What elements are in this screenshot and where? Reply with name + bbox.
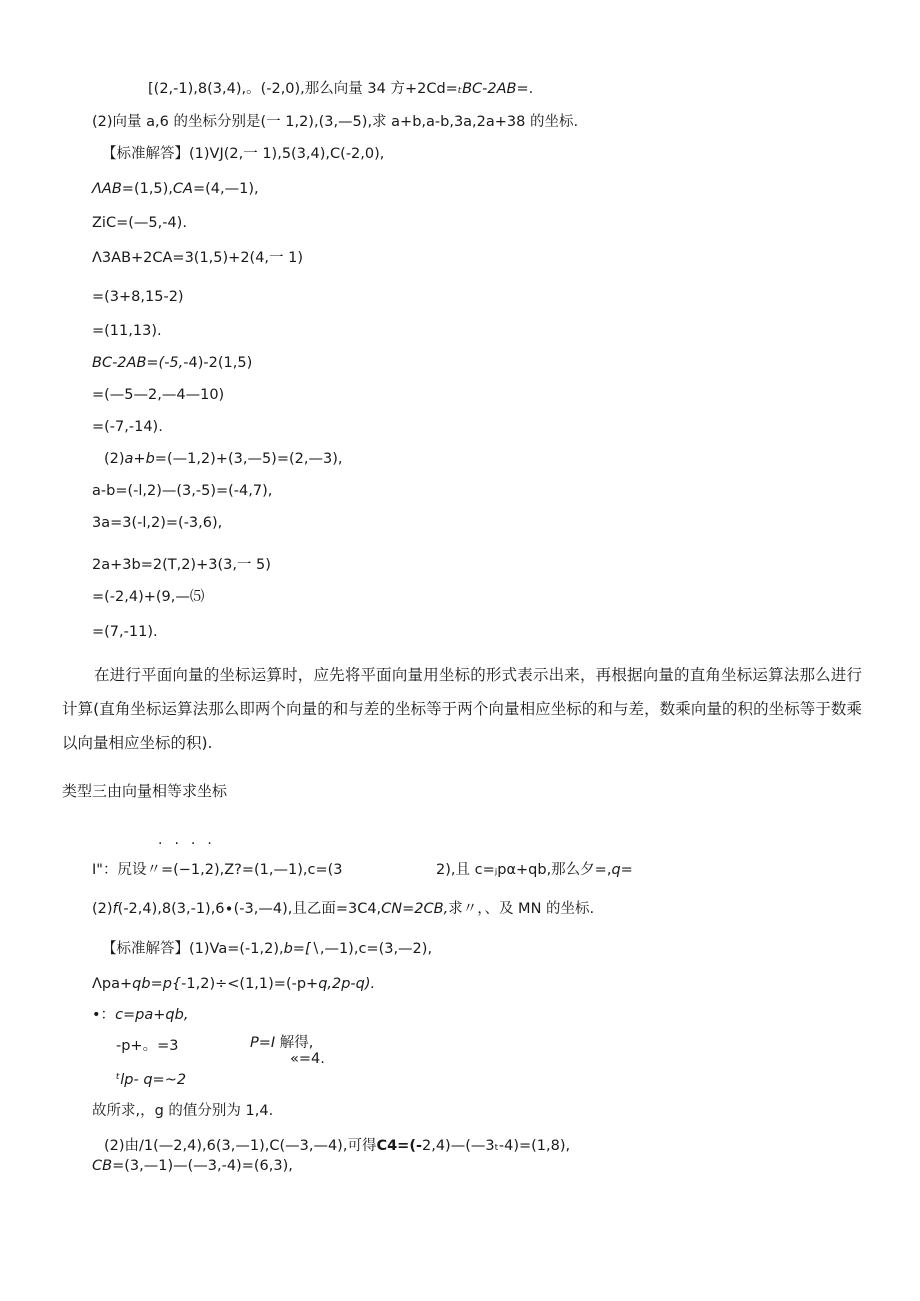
line-8: =(11,13).	[92, 323, 162, 339]
line-20-solution-heading: 【标准解答】(1)Va=(-1,2),b=[∖,—1),c=(3,—2),	[102, 941, 433, 957]
line-18a: I"：尻设〃=(−1,2),Z?=(1,—1),c=(3	[92, 862, 343, 878]
line-14: 3a=3(-l,2)=(-3,6),	[92, 515, 223, 531]
emphasis-dots: ....	[158, 832, 224, 848]
line-7: =(3+8,15-2)	[92, 289, 184, 305]
line-17: =(7,-11).	[92, 624, 158, 640]
line-26: 故所求,，g 的值分别为 1,4.	[92, 1103, 274, 1119]
line-21: Λpa+qb=p{-1,2)÷<(1,1)=(-p+q,2p-q).	[92, 976, 376, 992]
line-5: ZiC=(—5,-4).	[92, 215, 187, 231]
line-23a: -p+。=3	[116, 1038, 179, 1054]
line-2: (2)向量 a,6 的坐标分别是(一 1,2),(3,—5),求 a+b,a-b,3a,2a+38 的坐标.	[92, 114, 579, 130]
line-15: 2a+3b=2(T,2)+3(3,一 5)	[92, 557, 271, 573]
line-16: =(-2,4)+(9,—⑸	[92, 589, 205, 605]
line-25: ᵗlp- q=~2	[116, 1072, 187, 1088]
summary-paragraph: 在进行平面向量的坐标运算时，应先将平面向量用坐标的形式表示出来，再根据向量的直角坐标运算法那么进行计算(直角坐标运算法那么即两个向量的和与差的坐标等于两个向量相应坐标的和与差，数乘向量的积的坐标等于数乘以向量相应坐标的积).	[62, 666, 862, 752]
section-heading: 类型三由向量相等求坐标	[62, 782, 228, 800]
line-23b: P=I 解得,	[250, 1035, 314, 1051]
line-4: ΛAB=(1,5),CA=(4,—1),	[92, 181, 259, 197]
line-3-solution-heading: 【标准解答】(1)VJ(2,一 1),5(3,4),C(-2,0),	[102, 146, 385, 162]
line-10: =(—5—2,—4—10)	[92, 387, 225, 403]
line-18b: 2),且 c=ⱼpα+qb,那么夕=,q=	[436, 862, 633, 878]
line-28: CB=(3,—1)—(—3,-4)=(6,3),	[92, 1158, 293, 1174]
line-9: BC-2AB=(-5,-4)-2(1,5)	[92, 355, 253, 371]
line-13: a-b=(-l,2)—(3,-5)=(-4,7),	[92, 483, 273, 499]
line-1: [(2,-1),8(3,4),。(-2,0),那么向量 34 方+2Cd=ₜBC-2AB=.	[148, 81, 534, 97]
line-6: Λ3AB+2CA=3(1,5)+2(4,一 1)	[92, 250, 304, 266]
line-24: «=4.	[290, 1051, 325, 1067]
line-11: =(-7,-14).	[92, 419, 163, 435]
line-19: (2)f(-2,4),8(3,-1),6∙(-3,—4),且乙面=3C4,CN=2CB,求〃，、及 MN 的坐标.	[92, 901, 595, 917]
line-22: •：c=pa+qb,	[92, 1007, 189, 1023]
line-27: (2)由/1(—2,4),6(3,—1),C(—3,—4),可得C4=(-2,4)—(—3ₜ-4)=(1,8),	[104, 1138, 571, 1154]
line-12: (2)a+b=(—1,2)+(3,—5)=(2,—3),	[104, 451, 343, 467]
